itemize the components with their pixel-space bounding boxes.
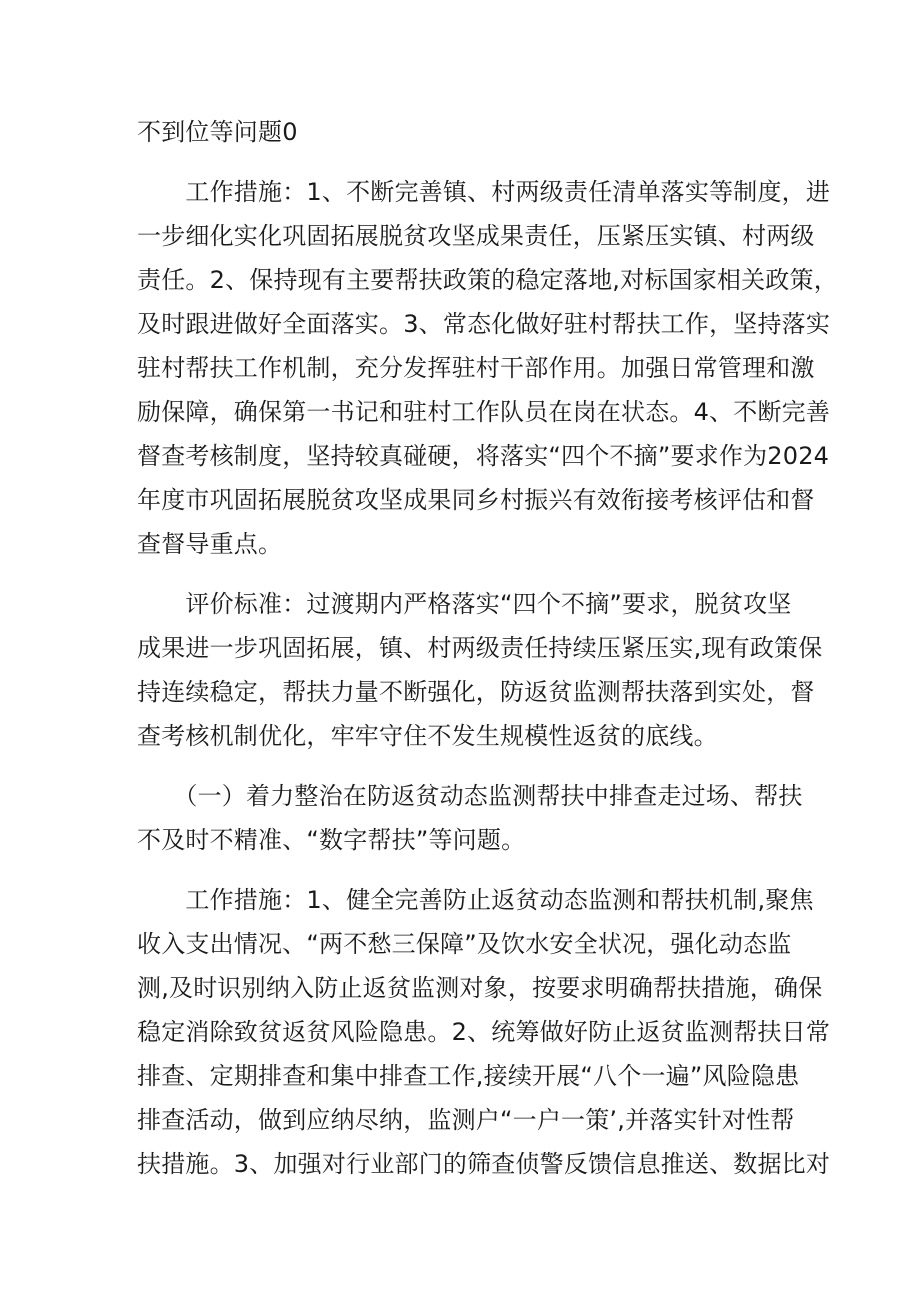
text-line: 查考核机制优化，牢牢守住不发生规模性返贫的底线。 xyxy=(137,722,718,750)
text-line: 查督导重点。 xyxy=(137,530,283,558)
text-line: 工作措施：1、健全完善防止返贫动态监测和帮扶机制,聚焦 xyxy=(137,886,814,914)
text-line: 扶措施。3、加强对行业部门的筛查侦警反馈信息推送、数据比对 xyxy=(137,1150,831,1178)
text-line: 收入支出情况、“两不愁三保障”及饮水安全状况，强化动态监 xyxy=(137,930,792,958)
text-line: 责任。2、保持现有主要帮扶政策的稳定落地,对标国家相关政策， xyxy=(137,266,838,294)
text-line: 持连续稳定，帮扶力量不断强化，防返贫监测帮扶落到实处，督 xyxy=(137,678,815,706)
text-line: 年度市巩固拓展脱贫攻坚成果同乡村振兴有效衔接考核评估和督 xyxy=(137,486,815,514)
text-line: 励保障，确保第一书记和驻村工作队员在岗在状态。4、不断完善 xyxy=(137,398,831,426)
text-line: 稳定消除致贫返贫风险隐患。2、统筹做好防止返贫监测帮扶日常 xyxy=(137,1018,831,1046)
text-line: 驻村帮扶工作机制，充分发挥驻村干部作用。加强日常管理和激 xyxy=(137,354,815,382)
text-line: 成果进一步巩固拓展，镇、村两级责任持续压紧压实,现有政策保 xyxy=(137,634,823,662)
text-line: （一）着力整治在防返贫动态监测帮扶中排查走过场、帮扶 xyxy=(137,782,803,810)
text-line: 测,及时识别纳入防止返贫监测对象，按要求明确帮扶措施，确保 xyxy=(137,974,823,1002)
text-line: 评价标准：过渡期内严格落实“四个不摘”要求，脱贫攻坚 xyxy=(137,590,792,618)
text-line: 一步细化实化巩固拓展脱贫攻坚成果责任，压紧压实镇、村两级 xyxy=(137,222,815,250)
text-line: 排查、定期排查和集中排查工作,接续开展“八个一遍”风险隐患 xyxy=(137,1062,800,1090)
text-line: 督查考核制度，坚持较真碰硬，将落实“四个不摘”要求作为2024 xyxy=(137,442,830,470)
text-line: 及时跟进做好全面落实。3、常态化做好驻村帮扶工作，坚持落实 xyxy=(137,310,831,338)
text-line: 排查活动，做到应纳尽纳，监测户“一户一策’,并落实针对性帮 xyxy=(137,1106,795,1134)
text-line: 不到位等问题0 xyxy=(137,118,298,146)
text-line: 工作措施：1、不断完善镇、村两级责任清单落实等制度，进 xyxy=(137,178,831,206)
text-line: 不及时不精准、“数字帮扶”等问题。 xyxy=(137,826,526,854)
